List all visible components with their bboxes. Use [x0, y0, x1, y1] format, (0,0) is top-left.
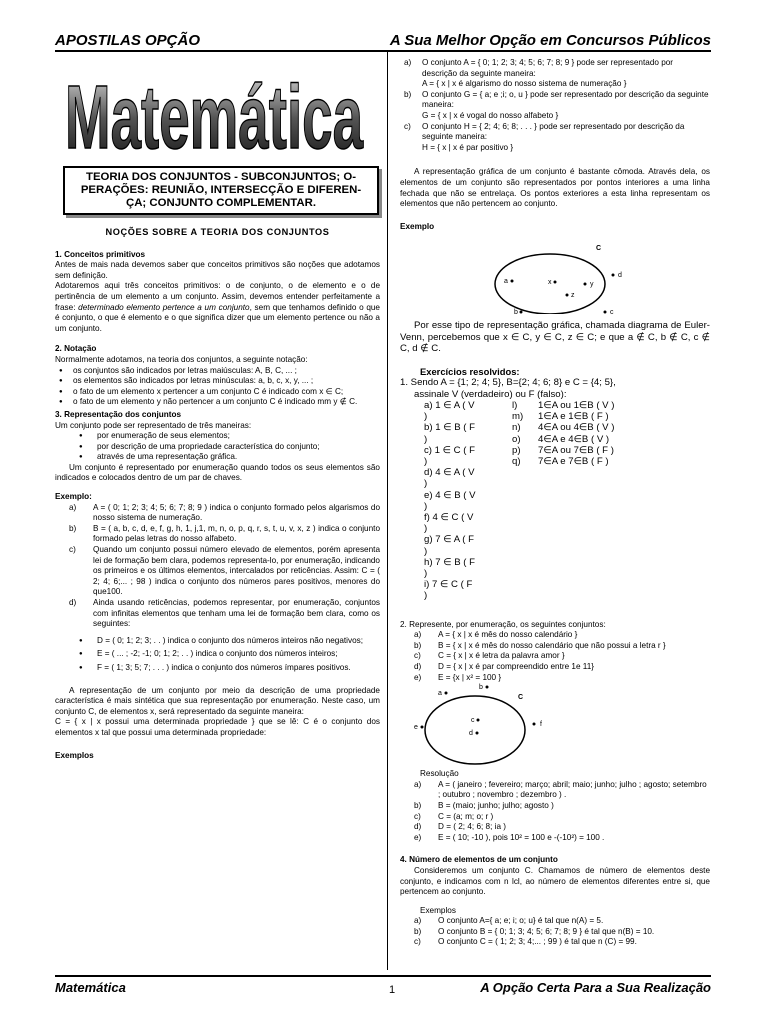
list-item: ● por descrição de uma propriedade característica do conjunto;: [55, 442, 380, 453]
item-key: b): [69, 523, 77, 533]
element-point: [421, 726, 424, 729]
element-point: [477, 719, 480, 722]
paragraph-numero-elementos: Consideremos um conjunto C. Chamamos de número de elementos deste conjunto, e indicamos com n lcl, ao número de elementos diferentes entre si, que pertencem ao conjunto.: [400, 865, 710, 897]
item-key: d): [69, 598, 77, 607]
element-label: e: [414, 724, 418, 732]
item-text: Quando um conjunto possui número elevado de elementos, porém apresenta lei de formação bem clara, podemos representa-lo, por enumeração, indicando os primeiros e os últimos elementos, intercalados por reticências. Assim: C = ( 2; 4; 6;... ; 98 ) indica o conjunto dos números pares positivos, menores do que100.: [93, 545, 380, 597]
section-title: NOÇÕES SOBRE A TEORIA DOS CONJUNTOS: [105, 227, 330, 237]
item-text: [422, 90, 710, 122]
item-key: c): [414, 937, 421, 947]
footer-right: A Opção Certa Para a Sua Realização: [480, 980, 711, 995]
heading-conceitos: 1. Conceitos primitivos: [55, 249, 146, 259]
paragraph-conceitos-2: [55, 281, 380, 334]
column-divider: [387, 52, 388, 970]
element-point: [520, 311, 523, 314]
exercise-2-intro: 2. Represente, por enumeração, os seguintes conjuntos:: [400, 619, 606, 629]
paragraph-notacao: Normalmente adotamos, na teoria dos conjuntos, a seguinte notação:: [55, 354, 308, 364]
left-column: [55, 58, 380, 761]
element-point: [511, 280, 514, 283]
exercise-col-2: [476, 400, 538, 602]
item-key: a): [414, 779, 422, 789]
text-part: , sem que tenhamos definido o que é conjunto, o que é elemento e o que significa dizer que um elemento pertence ou não a um conjunto.: [55, 302, 380, 333]
heading-exemplos-right: Exemplos: [420, 905, 456, 915]
example-item: [55, 503, 380, 524]
element-label: b: [514, 309, 518, 315]
element-label: z: [571, 292, 575, 300]
paragraph-descricao: A representação de um conjunto por meio da descrição de uma propriedade característica é mais sintética que sua representação por enumeração. Neste caso, um conjunto C, de elementos x, será representado da seguinte maneira:: [55, 685, 380, 716]
text-emphasis: determinado elemento pertence a um conjunto: [78, 302, 250, 312]
count-example: [400, 937, 710, 948]
item-key: c): [414, 811, 421, 821]
example-item: [55, 545, 380, 598]
list-item: ● os elementos são indicados por letras minúsculas: a, b, c, x, y, ... ;: [55, 376, 380, 387]
item-key: c): [69, 545, 76, 555]
list-item: ● através de uma representação gráfica.: [55, 452, 380, 463]
heading-numero-elementos: 4. Número de elementos de um conjunto: [400, 855, 558, 865]
example-text: O conjunto G = { a; e ;i; o, u } pode ser representado por descrição da seguinte maneira:: [422, 89, 709, 110]
sub-examples-list: [55, 636, 380, 674]
heading-notacao: 2. Notação: [55, 344, 97, 354]
description-example: [400, 58, 710, 90]
example-item: [55, 598, 380, 630]
element-point: [445, 692, 448, 695]
venn-diagram-2: [400, 683, 710, 767]
element-label: c: [471, 717, 475, 725]
item-text: A = { x | x é mês do nosso calendário }: [438, 630, 578, 640]
exercise-item: d) 4 ∈ A ( V ): [424, 467, 475, 490]
example-formula: G = { x | x é vogal do nosso alfabeto }: [422, 110, 559, 120]
header-right: A Sua Melhor Opção em Concursos Públicos: [389, 32, 711, 49]
notacao-list: [55, 366, 380, 408]
item-text: A = ( 0; 1; 2; 3; 4; 5; 6; 7; 8; 9 ) indica o conjunto formado pelos algarismos do nosso sistema de numeração.: [93, 502, 380, 523]
element-label: c: [610, 309, 614, 315]
list-item: ● os conjuntos são indicados por letras maiúsculas: A, B, C, ... ;: [55, 366, 380, 377]
venn-diagram-1: [400, 232, 710, 314]
exercise-item: g) 7 ∈ A ( F ): [424, 534, 474, 557]
element-point: [554, 281, 557, 284]
list-item: ● o fato de um elemento y não pertencer a um conjunto C é indicado mm y ∉ C.: [55, 397, 380, 408]
element-label: d: [469, 730, 473, 738]
exercise-item: e) 4 ∈ B ( V ): [424, 489, 476, 512]
set-label: C: [518, 694, 524, 702]
element-point: [612, 274, 615, 277]
title-line-1: TEORIA DOS CONJUNTOS - SUBCONJUNTOS; O-: [85, 171, 357, 183]
item-text: B = { x | x é mês do nosso calendário que não possui a letra r }: [438, 640, 666, 650]
list-item: ● E = ( ... ; -2; -1; 0; 1; 2; . . ) indica o conjunto dos números inteiros;: [55, 649, 380, 660]
element-label: d: [618, 272, 622, 280]
exercise-2-item: [400, 630, 710, 641]
list-item: ● por enumeração de seus elementos;: [55, 431, 380, 442]
heading-exemplo-right: Exemplo: [400, 221, 435, 231]
header-left: APOSTILAS OPÇÃO: [55, 32, 201, 49]
item-text: [422, 58, 710, 90]
item-text: D = { x | x é par compreendido entre 1e 11}: [438, 661, 595, 671]
item-key: a): [69, 502, 77, 512]
exercise-item: 1∈A ou 1∈B ( V ): [538, 399, 615, 411]
item-text: E = {x | x² = 100 }: [438, 672, 502, 682]
page-number: 1: [389, 984, 396, 996]
exercise-item: h) 7 ∈ B ( F ): [424, 556, 476, 579]
item-text: D = ( 2; 4; 6; 8; ia ): [438, 822, 507, 832]
title-line-3: ÇA; CONJUNTO COMPLEMENTAR.: [125, 197, 317, 209]
element-label: x: [548, 279, 552, 287]
resolution-item: [400, 801, 710, 812]
element-point: [604, 311, 607, 314]
footer-left: Matemática: [55, 980, 126, 995]
element-point: [486, 686, 489, 689]
item-key: a): [404, 58, 412, 67]
heading-exercicios: Exercícios resolvidos:: [420, 365, 520, 377]
text-part: Adotaremos aqui três conceitos primitivos: o de conjunto, o de elemento e o de pertinência de um elemento a um conjunto. Assim, devemos entender perfeitamente a frase:: [55, 281, 380, 312]
exercise-item: 7∈A e 7∈B ( F ): [538, 455, 609, 467]
paragraph-grafica: A representação gráfica de um conjunto é bastante cômoda. Através dela, os elementos de um conjunto são representados por pontos interiores a uma linha fechada que não se entrelaça. Os pontos exteriores a esta linha representam os elementos que não pertencem ao conjunto.: [400, 167, 710, 209]
exercise-key: n): [512, 422, 521, 434]
item-text: B = ( a, b, c, d, e, f, g, h, 1, j,1, m, n, o, p, q, r, s, t, u, v, x, z ) indica o conjunto formado pelas letras do nosso alfabeto.: [93, 523, 380, 544]
exercise-item: a) 1 ∈ A ( V ): [424, 399, 475, 423]
heading-exemplos: Exemplos: [55, 750, 94, 760]
list-item: ● F = ( 1; 3; 5; 7; . . . ) indica o conjunto dos números ímpares positivos.: [55, 663, 380, 674]
exercise-key: p): [512, 444, 521, 456]
element-point: [584, 283, 587, 286]
right-column: [400, 58, 710, 948]
item-text: A = ( janeiro ; fevereiro; março; abril; maio; junho; julho ; agosto; setembro ; outubro ; novembro ; dezembro ) .: [438, 779, 707, 800]
exercise-item: i) 7 ∈ C ( F ): [424, 579, 473, 602]
page-header: [55, 30, 711, 52]
element-label: f: [540, 721, 542, 729]
example-text: O conjunto A = { 0; 1; 2; 3; 4; 5; 6; 7; 8; 9 } pode ser representado por descrição da seguinte maneira:: [422, 58, 674, 78]
heading-resolucao: Resolução: [420, 769, 459, 779]
item-text: C = { x | x é letra da palavra amor }: [438, 651, 565, 661]
paragraph-descricao-2: C = { x | x possui uma determinada propriedade } que se lê: C é o conjunto dos elementos x tal que possui uma determinada propriedade:: [55, 717, 380, 737]
element-point: [566, 294, 569, 297]
count-example: [400, 927, 710, 938]
list-item: ● o fato de um elemento x pertencer a um conjunto C é indicado com x ∈ C;: [55, 387, 380, 398]
item-text: E = ( 10; -10 ), pois 10² = 100 e -(-10²) = 100 .: [438, 832, 605, 842]
item-text: Ainda usando reticências, podemos representar, por enumeração, conjuntos com infinitas elementos que tenham uma lei de formação bem clara, como os seguintes:: [93, 598, 380, 629]
item-key: e): [414, 672, 422, 682]
exercise-2-item: [400, 673, 710, 684]
exercise-item: 7∈A ou 7∈B ( F ): [538, 444, 614, 456]
item-text: O conjunto C = ( 1; 2; 3; 4;... ; 99 ) é tal que n (C) = 99.: [438, 937, 637, 947]
exercise-1-grid: [400, 400, 710, 602]
list-item: ● D = ( 0; 1; 2; 3; . . ) indica o conjunto dos números inteiros não negativos;: [55, 636, 380, 647]
item-text: C = (a; m; o; r ): [438, 811, 494, 821]
exercise-1-intro: 1. Sendo A = {1; 2; 4; 5}, B={2; 4; 6; 8} e C = {4; 5},: [400, 377, 616, 389]
exercise-key: l): [512, 399, 518, 411]
exercise-item: b) 1 ∈ B ( F ): [424, 422, 476, 445]
title-line-2: PERAÇÕES: REUNIÃO, INTERSECÇÃO E DIFEREN-: [80, 184, 362, 196]
item-text: O conjunto B = { 0; 1; 3; 4; 5; 6; 7; 8; 9 } é tal que n(B) = 10.: [438, 926, 655, 936]
set-label: C: [596, 245, 602, 253]
example-text: O conjunto H = { 2; 4; 6; 8; . . . } pode ser representado por descrição da seguinte maneira:: [422, 121, 685, 142]
exercise-2-item: [400, 641, 710, 652]
item-key: d): [414, 661, 422, 671]
item-key: c): [404, 121, 411, 131]
item-key: d): [414, 822, 422, 832]
exercise-col-3: [538, 400, 628, 602]
exercise-item: c) 1 ∈ C ( F ): [424, 444, 475, 467]
title-box: [63, 166, 379, 215]
item-text: O conjunto A={ a; e; i; o; u} é tal que n(A) = 5.: [438, 916, 604, 926]
description-example: [400, 90, 710, 122]
paragraph-representacao: Um conjunto pode ser representado de três maneiras:: [55, 420, 252, 430]
example-formula: A = { x | x é algarismo do nosso sistema de numeração }: [422, 79, 627, 89]
exercise-item: 4∈A ou 4∈B ( V ): [538, 422, 615, 434]
resolution-item: [400, 822, 710, 833]
item-key: a): [414, 916, 422, 926]
resolution-item: [400, 780, 710, 801]
paragraph-enumeracao: Um conjunto é representado por enumeração quando todos os seus elementos são indicados e colocados dentro de um par de chaves.: [55, 462, 380, 483]
exercise-item: 4∈A e 4∈B ( V ): [538, 433, 610, 445]
exercise-2-item: [400, 662, 710, 673]
representacao-list: [55, 431, 380, 463]
item-key: a): [414, 630, 422, 640]
item-key: b): [414, 926, 422, 936]
item-key: b): [404, 89, 412, 99]
page-footer: [55, 975, 711, 999]
element-point: [533, 723, 536, 726]
exercise-item: f) 4 ∈ C ( V ): [424, 511, 474, 535]
resolution-item: [400, 833, 710, 844]
example-formula: H = { x | x é par positivo }: [422, 142, 514, 152]
element-label: a: [438, 690, 442, 698]
item-key: b): [414, 640, 422, 650]
heading-representacao: 3. Representação dos conjuntos: [55, 409, 182, 419]
resolution-item: [400, 812, 710, 823]
exercise-2-item: [400, 651, 710, 662]
exercise-key: m): [512, 411, 524, 423]
paragraph-conceitos-1: Antes de mais nada devemos saber que conceitos primitivos são noções que adotamos sem definição.: [55, 260, 380, 280]
element-label: a: [504, 278, 508, 286]
logo-text: Matemática: [65, 68, 364, 158]
item-key: c): [414, 651, 421, 661]
exercise-key: q): [512, 455, 521, 467]
paragraph-euler: Por esse tipo de representação gráfica, chamada diagrama de Euler-Venn, percebemos que x ∈ C, y ∈ C, z ∈ C; e que a ∉ C, b ∉ C, c ∉ C, d ∉ C.: [400, 320, 710, 355]
exercise-key: o): [512, 433, 521, 445]
item-key: e): [414, 832, 422, 842]
heading-exemplo: Exemplo:: [55, 492, 92, 502]
description-example: [400, 122, 710, 154]
exercise-1-intro-2: assinale V (verdadeiro) ou F (falso):: [414, 388, 567, 400]
item-text: [422, 122, 710, 154]
count-example: [400, 916, 710, 927]
item-text: B = (maio; junho; julho; agosto ): [438, 800, 554, 810]
item-key: b): [414, 800, 422, 810]
matematica-logo: [55, 58, 380, 158]
element-label: y: [590, 281, 594, 289]
element-label: b: [479, 684, 483, 692]
example-item: [55, 524, 380, 545]
exercise-col-1: [424, 400, 476, 602]
set-c-ellipse: [425, 696, 525, 764]
exercise-item: 1∈A e 1∈B ( F ): [538, 411, 609, 423]
element-point: [476, 732, 479, 735]
